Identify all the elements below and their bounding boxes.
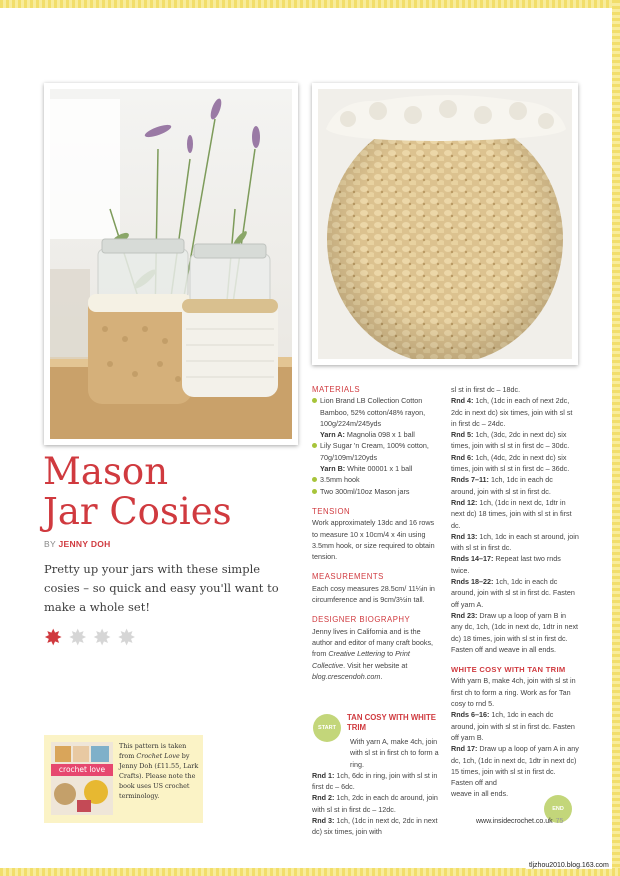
cosy-closeup-photo	[312, 83, 578, 365]
author-name: JENNY DOH	[58, 539, 111, 549]
footer-url[interactable]: www.insidecrochet.co.uk	[476, 818, 553, 825]
footer	[476, 818, 563, 825]
round: Rnds 7–11: 1ch, 1dc in each dc around, join with sl st in first dc.	[451, 475, 553, 496]
title-line-1: Mason	[43, 450, 169, 493]
materials-item: 3.5mm hook	[312, 474, 440, 485]
pattern-column-2	[451, 380, 579, 800]
cosy-closeup-image	[318, 89, 572, 359]
tan-cosy-heading: TAN COSY WITH WHITE TRIM	[347, 713, 436, 732]
star-icon-empty: ✸	[117, 625, 136, 650]
start-badge: START	[313, 714, 341, 742]
measurements-heading: MEASUREMENTS	[312, 572, 384, 582]
page-title	[43, 452, 303, 532]
round: Rnd 17: Draw up a loop of yarn A in any dc, 1ch, (1dc in next dc, 1dtr in next dc) 15 times, join with sl st in first dc.	[451, 744, 579, 776]
round: Rnd 6: 1ch, (4dc, 2dc in next dc) six times, join with sl st in first dc – 36dc.	[451, 452, 570, 474]
book-cover-title: crochet love	[51, 764, 113, 776]
byline-prefix: BY	[44, 539, 56, 549]
round: Rnd 5: 1ch, (3dc, 2dc in next dc) six times, join with sl st in first dc – 30dc.	[451, 430, 570, 451]
jars-photo	[44, 83, 298, 445]
round: Rnds 6–16: 1ch, 1dc in each dc around, join with sl st in first dc. Fasten off yarn B.	[451, 710, 575, 742]
measurements-text: Each cosy measures 28.5cm/ 11¼in in circumference and is 9cm/3½in tall.	[312, 583, 435, 605]
jars-photo-image	[50, 89, 292, 439]
star-icon-filled: ✸	[44, 625, 63, 650]
round: Rnd 1: 1ch, 6dc in ring, join with sl st in first dc – 6dc.	[312, 770, 438, 792]
tan-finish: Fasten off and weave in all ends.	[451, 644, 556, 654]
materials-item: Two 300ml/10oz Mason jars	[312, 486, 440, 497]
round: Rnd 2: 1ch, 2dc in each dc around, join with sl st in first dc – 12dc.	[312, 793, 438, 814]
tension-text: Work approximately 13dc and 16 rows to measure 10 x 10cm/4 x 4in using 3.5mm hook, or size required to obtain tension.	[312, 518, 435, 562]
round: Rnd 13: 1ch, 1dc in each st around, join with sl st in first dc.	[451, 531, 579, 553]
round: Rnds 18–22: 1ch, 1dc in each dc around, join with sl st in first dc. Fasten off yarn A.	[451, 577, 575, 609]
round: Rnd 23: Draw up a loop of yarn B in any dc, 1ch, (1dc in next dc, 1dtr in next dc) 18 times, join with sl st in first dc.	[451, 610, 579, 643]
tan-intro: With yarn A, make 4ch, join with sl st in first ch to form a ring.	[350, 737, 439, 769]
yarn-a: Yarn A: Magnolia 098 x 1 ball	[320, 430, 415, 440]
byline	[44, 539, 111, 549]
round: Rnds 14–17: Repeat last two rnds twice.	[451, 554, 561, 575]
title-line-2: Jar Cosies	[43, 490, 232, 533]
intro-text: Pretty up your jars with these simple cosies – so quick and easy you'll want to make a whole set!	[44, 562, 279, 614]
round: Rnd 12: 1ch, (1dc in next dc, 1dtr in next dc) 18 times, join with sl st in first dc.	[451, 497, 572, 530]
book-credit-text: This pattern is taken from Crochet Love by Jenny Doh (£11.55, Lark Crafts). Please note the book uses US crochet terminology.	[119, 742, 199, 800]
yarn-b: Yarn B: White 00001 x 1 ball	[320, 464, 413, 474]
book-credit-box	[44, 735, 203, 823]
book-cover-art	[51, 742, 113, 815]
pattern-column-1	[312, 380, 440, 682]
white-intro: With yarn B, make 4ch, join with sl st in first ch to form a ring. Work as for Tan cosy to rnd 5.	[451, 676, 576, 709]
bottom-border	[0, 868, 620, 876]
star-icon-empty: ✸	[68, 625, 87, 650]
bio-heading: DESIGNER BIOGRAPHY	[312, 615, 411, 625]
bio-text: Jenny lives in California and is the author and editor of many craft books, from Creative Lettering to Print Collective. Visit her website at blog.crescendoh.com.	[312, 626, 434, 681]
watermark: tljzhou2010.blog.163.com	[526, 862, 612, 869]
white-finish-1: Fasten off and	[451, 778, 497, 788]
round: Rnd 3: 1ch, (1dc in next dc, 2dc in next dc) six times, join with	[312, 816, 438, 837]
top-border	[0, 0, 620, 8]
white-cosy-heading: WHITE COSY WITH TAN TRIM	[451, 665, 566, 675]
right-border	[612, 0, 620, 876]
tension-heading: TENSION	[312, 506, 351, 516]
round: Rnd 4: 1ch, (1dc in each of next 2dc, 2dc in next dc) six times, join with sl st in first dc – 24dc.	[451, 396, 573, 428]
book-cover	[51, 742, 113, 815]
star-icon-empty: ✸	[92, 625, 112, 650]
round-cont: sl st in first dc – 18dc.	[451, 385, 521, 394]
white-finish-2: weave in all ends.	[451, 789, 509, 799]
difficulty-rating	[44, 626, 136, 650]
materials-item: Lily Sugar 'n Cream, 100% cotton, 70g/109m/120yds	[312, 440, 440, 463]
materials-item: Lion Brand LB Collection Cotton Bamboo, 52% cotton/48% rayon, 100g/224m/245yds	[312, 395, 440, 429]
end-badge: END	[544, 795, 572, 823]
page-number: 75	[555, 818, 564, 825]
materials-heading: MATERIALS	[312, 385, 361, 394]
tan-cosy-instructions	[312, 736, 440, 838]
